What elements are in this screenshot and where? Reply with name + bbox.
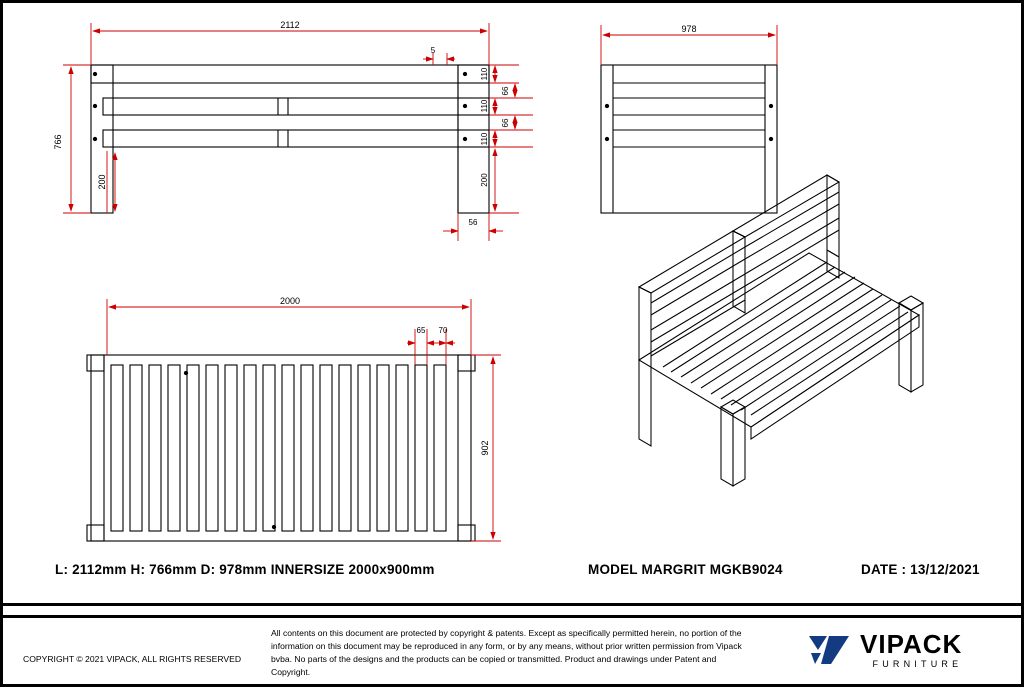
isometric-geometry: [639, 175, 923, 486]
side-elevation-geometry: [601, 65, 777, 213]
top-plan-geometry: [87, 355, 475, 541]
spec-date: DATE : 13/12/2021: [861, 562, 980, 577]
dim-top-gap: 5: [430, 46, 436, 55]
dim-plan-length: 2000: [279, 296, 301, 306]
dim-leg-height: 200: [97, 174, 107, 190]
spec-model: MODEL MARGRIT MGKB9024: [588, 562, 783, 577]
dim-side-depth: 978: [681, 24, 697, 34]
front-elevation-geometry: [91, 65, 489, 213]
divider-bottom: [3, 615, 1021, 618]
dim-plan-slat-gap: 70: [438, 326, 448, 335]
dim-plan-slat-width: 65: [416, 326, 426, 335]
technical-drawing: [3, 3, 1021, 603]
legal-text: All contents on this document are protected by copyright & patents. Except as specifically permitted herein, no portion of the information on this document may be reproduced in any form, or by any means, without prior written permission from Vipack bvba. No parts of the designs and the products can be copied or transmitted. Product and drawings under Patent and Copyright.: [271, 628, 742, 677]
brand-sub: FURNITURE: [872, 659, 963, 669]
dim-post-height: 200: [480, 173, 489, 187]
spec-dimensions: L: 2112mm H: 766mm D: 978mm INNERSIZE 2000x900mm: [55, 562, 435, 577]
dim-slat-3: 110: [480, 132, 489, 146]
dim-slat-2: 110: [480, 99, 489, 113]
divider-top: [3, 603, 1021, 606]
dim-front-height: 766: [53, 134, 63, 150]
dim-space-1: 66: [501, 86, 510, 96]
drawing-area: [3, 3, 1021, 684]
dim-front-width: 2112: [280, 20, 300, 30]
dim-post-width: 56: [468, 218, 478, 227]
brand-logo: [807, 631, 962, 669]
brand-name: VIPACK: [860, 629, 963, 659]
dim-space-2: 66: [501, 118, 510, 128]
dim-slat-1: 110: [480, 67, 489, 81]
vipack-mark-icon: [807, 633, 851, 667]
dim-plan-width: 902: [480, 440, 490, 456]
copyright-text: COPYRIGHT © 2021 VIPACK, ALL RIGHTS RESERVED: [23, 654, 242, 664]
